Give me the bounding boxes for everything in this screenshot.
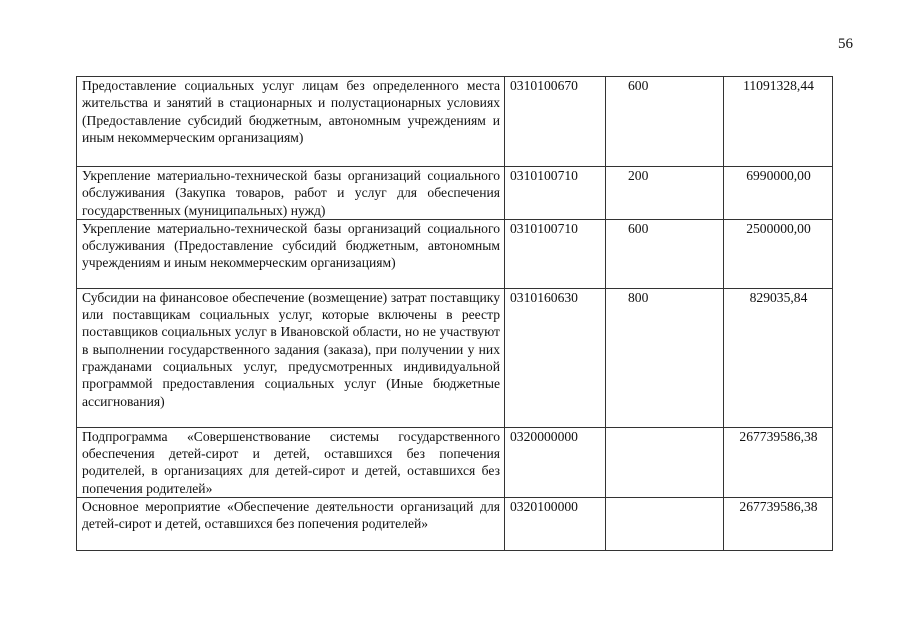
row-amount: 2500000,00 [724, 219, 833, 288]
row-description: Субсидии на финансовое обеспечение (возмещение) затрат поставщику или поставщикам социальных услуг, которые включены в реестр поставщиков социальных услуг в Ивановской области, но не участвуют в выполнении государственного задания (заказа), при получении у них гражданами социальных услуг, предусмотренных индивидуальной программой предоставления социальных услуг (Иные бюджетные ассигнования) [77, 288, 505, 427]
table-row [77, 498, 833, 551]
row-description: Предоставление социальных услуг лицам без определенного места жительства и занятий в стационарных и полустационарных условиях (Предоставление субсидий бюджетным, автономным учреждениям и иным некоммерческим организациям) [77, 77, 505, 167]
row-expense-type [606, 498, 724, 551]
row-description: Подпрограмма «Совершенствование системы государственного обеспечения детей-сирот и детей, оставшихся без попечения родителей, в организациях для детей-сирот и детей, оставшихся без попечения родителей» [77, 427, 505, 497]
row-code: 0320100000 [505, 498, 606, 551]
row-amount: 267739586,38 [724, 427, 833, 497]
row-expense-type: 200 [606, 167, 724, 220]
row-code: 0310100670 [505, 77, 606, 167]
row-expense-type: 600 [606, 77, 724, 167]
table-row [77, 167, 833, 220]
row-code: 0310100710 [505, 167, 606, 220]
row-code: 0320000000 [505, 427, 606, 497]
row-expense-type: 600 [606, 219, 724, 288]
row-description: Укрепление материально-технической базы организаций социального обслуживания (Закупка товаров, работ и услуг для обеспечения государственных (муниципальных) нужд) [77, 167, 505, 220]
row-code: 0310100710 [505, 219, 606, 288]
row-amount: 829035,84 [724, 288, 833, 427]
row-amount: 267739586,38 [724, 498, 833, 551]
row-expense-type: 800 [606, 288, 724, 427]
table-row [77, 288, 833, 427]
table-row [77, 427, 833, 497]
row-expense-type [606, 427, 724, 497]
table-row [77, 219, 833, 288]
page-number: 56 [838, 36, 853, 52]
row-code: 0310160630 [505, 288, 606, 427]
budget-table [76, 76, 833, 551]
row-amount: 11091328,44 [724, 77, 833, 167]
row-amount: 6990000,00 [724, 167, 833, 220]
row-description: Основное мероприятие «Обеспечение деятельности организаций для детей-сирот и детей, оставшихся без попечения родителей» [77, 498, 505, 551]
table-row [77, 77, 833, 167]
row-description: Укрепление материально-технической базы организаций социального обслуживания (Предоставление субсидий бюджетным, автономным учреждениям и иным некоммерческим организациям) [77, 219, 505, 288]
